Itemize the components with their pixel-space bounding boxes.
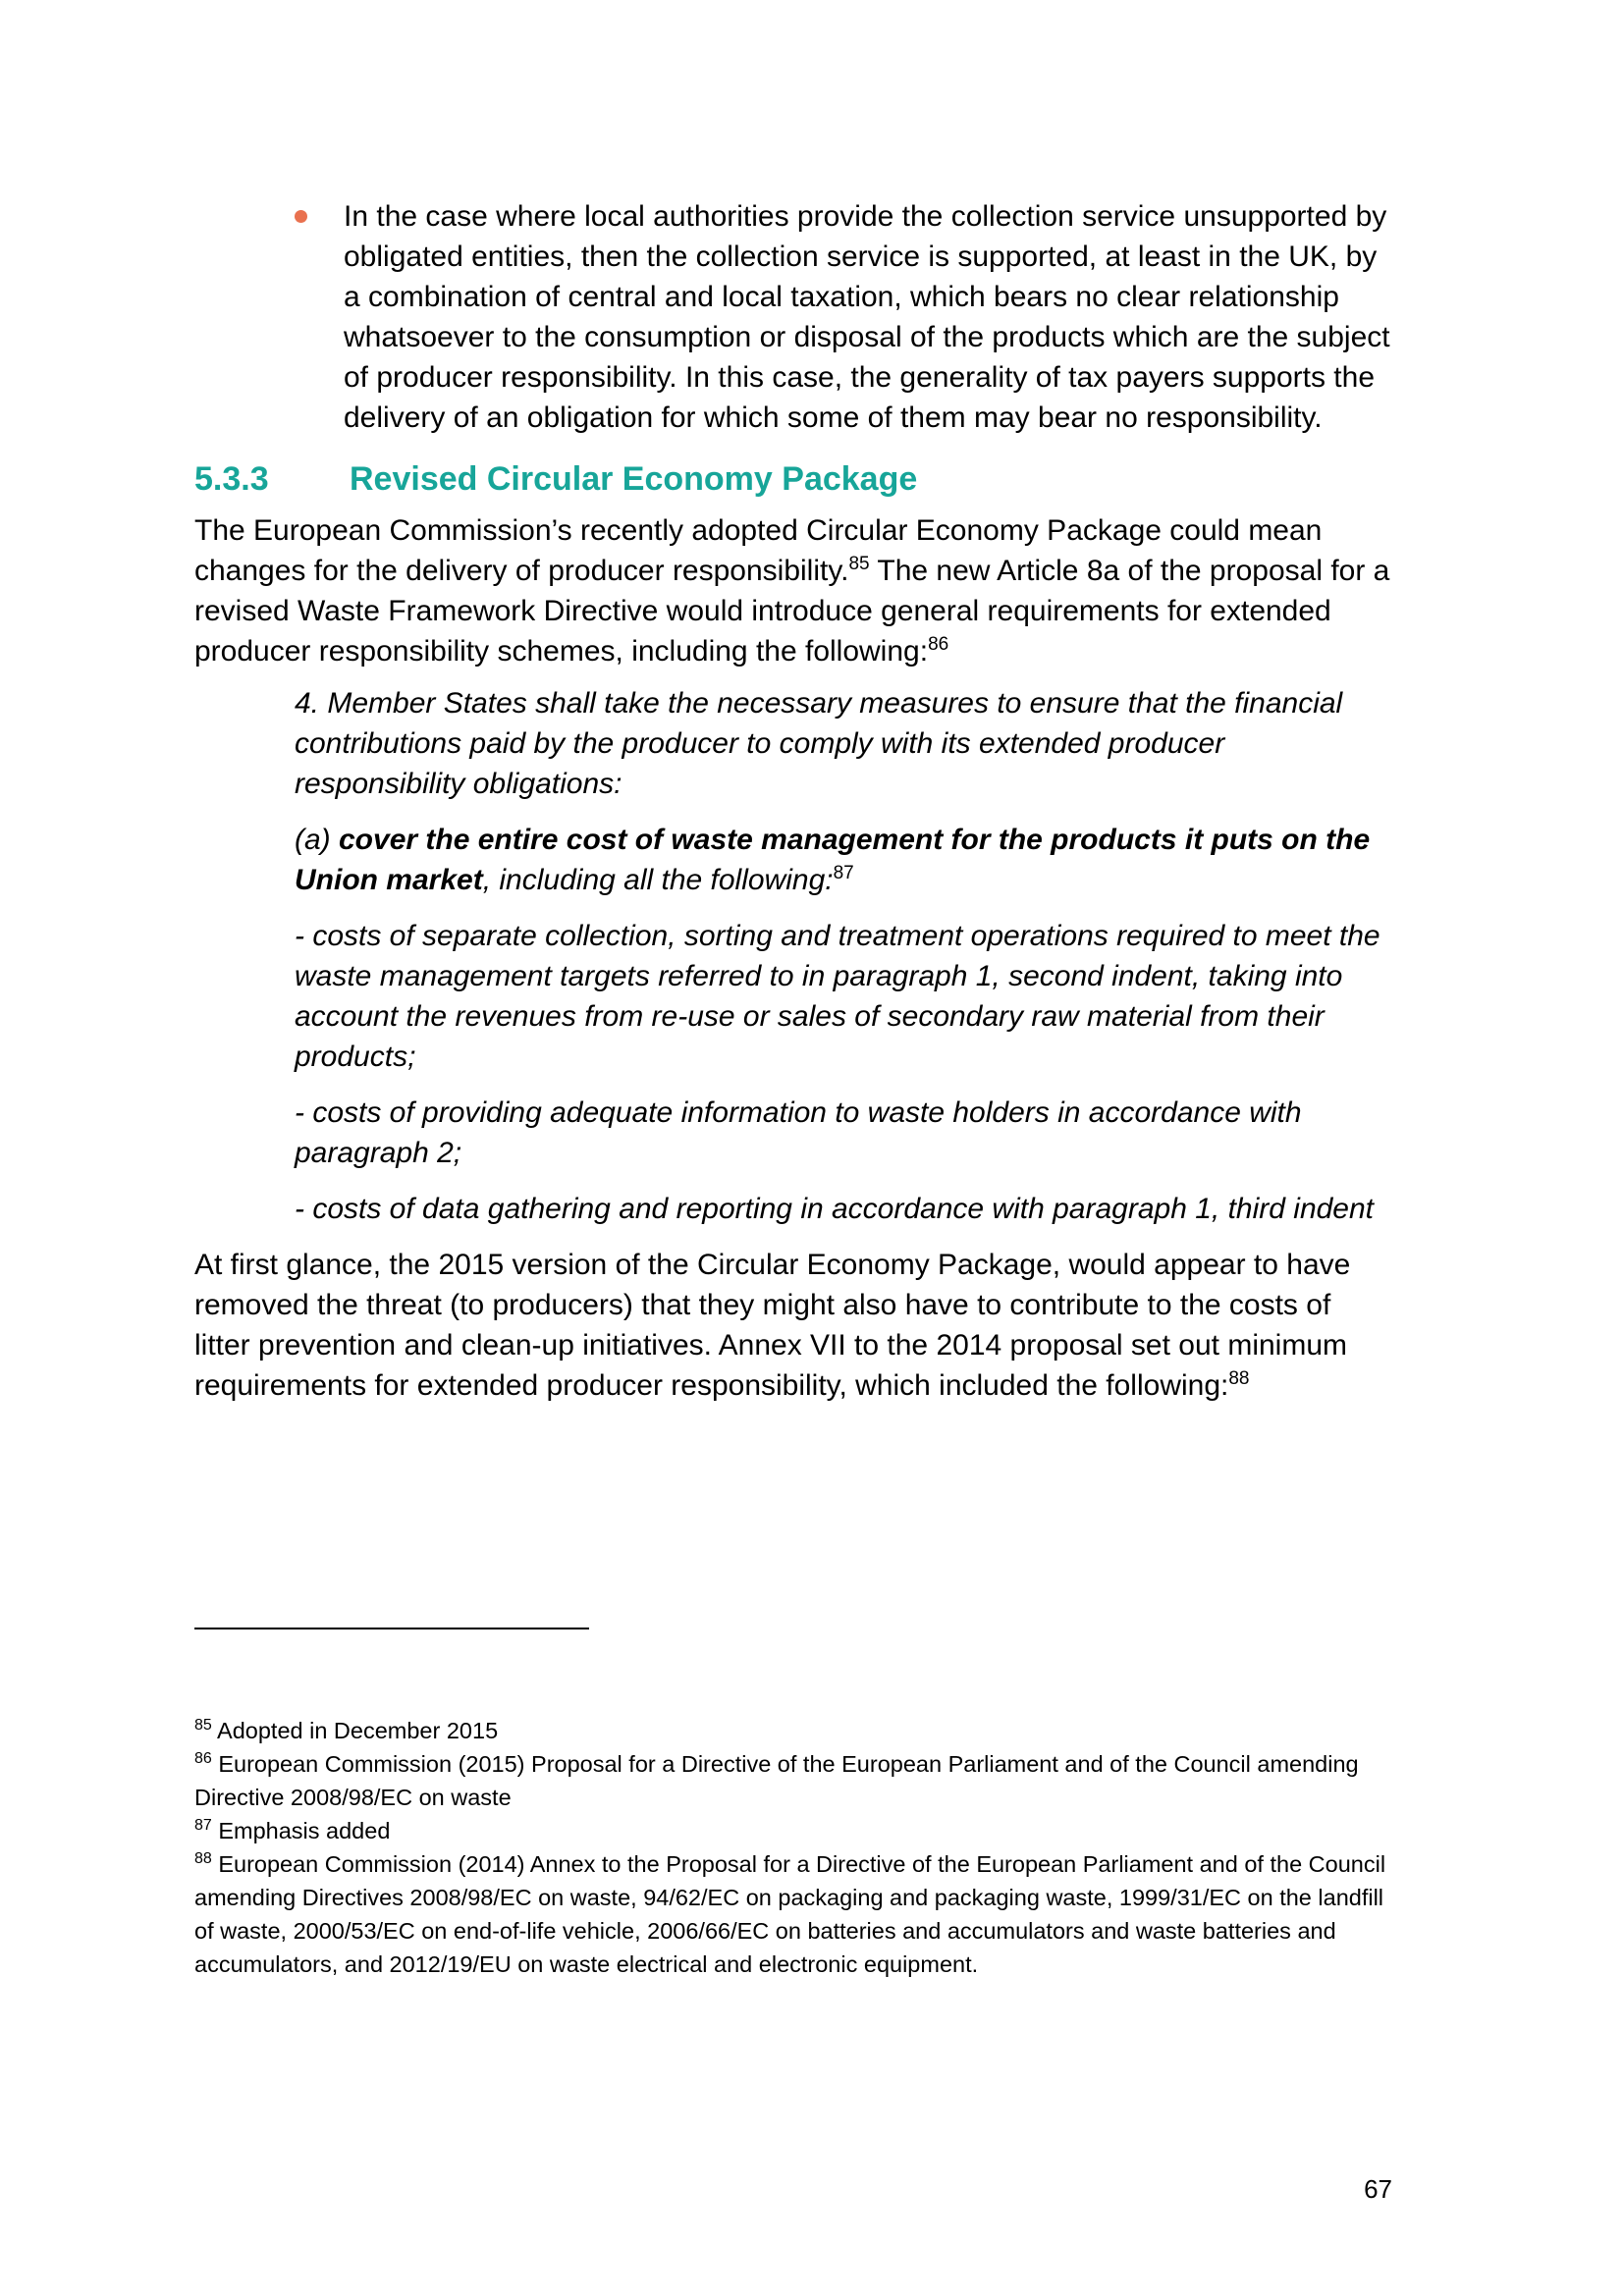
quote-prefix: (a) (295, 824, 339, 856)
quote-emphasis: cover the entire cost of waste management for the products it puts on the Union market (295, 824, 1371, 896)
footnote-86 (194, 1747, 1387, 1814)
page-number: 67 (1364, 2174, 1392, 2204)
footnote-number: 88 (194, 1850, 212, 1868)
footnote-text: Adopted in December 2015 (211, 1718, 499, 1743)
footnote-85 (194, 1714, 1387, 1747)
footnote-ref-87[interactable]: 87 (833, 863, 854, 883)
bullet-text: In the case where local authorities provide the collection service unsupported by obligated entities, then the collection service is supported, at least in the UK, by a combination of central and local taxation, which bears no clear relationship whatsoever to the consumption or disposal of the products which are the subject of producer responsibility. In this case, the generality of tax payers supports the delivery of an obligation for which some of them may bear no responsibility. (344, 200, 1390, 434)
quote-paragraph-4: - costs of providing adequate information to waste holders in accordance with paragraph 2; (295, 1096, 1302, 1169)
section-number: 5.3.3 (194, 460, 269, 498)
quote-rest: , including all the following: (482, 864, 834, 896)
intro-text-2: The new Article 8a of the proposal for a revised Waste Framework Directive would introduce general requirements for extended producer responsibility schemes, including the following: (194, 555, 1390, 667)
intro-paragraph (194, 510, 1392, 671)
footnote-ref-86[interactable]: 86 (928, 634, 949, 655)
footnote-text: European Commission (2015) Proposal for a Directive of the European Parliament and of the Council amending Directive 2008/98/EC on waste (194, 1751, 1359, 1810)
footnote-87 (194, 1814, 1387, 1847)
quote-paragraph-1: 4. Member States shall take the necessary measures to ensure that the financial contributions paid by the producer to comply with its extended producer responsibility obligations: (295, 687, 1343, 800)
footnote-88 (194, 1847, 1387, 1981)
block-quote (194, 683, 1392, 1229)
bullet-item (194, 196, 1392, 438)
footnote-ref-85[interactable]: 85 (848, 554, 870, 574)
footnote-text: Emphasis added (211, 1818, 391, 1843)
closing-text: At first glance, the 2015 version of the Circular Economy Package, would appear to have removed the threat (to producers) that they might also have to contribute to the costs of litter prevention and clean-up initiatives. Annex VII to the 2014 proposal set out minimum requirements for extended producer responsibility, which included the following: (194, 1249, 1351, 1402)
footnote-number: 85 (194, 1717, 212, 1735)
section-title: Revised Circular Economy Package (350, 460, 918, 498)
footnote-ref-88[interactable]: 88 (1228, 1368, 1250, 1389)
quote-paragraph-3: - costs of separate collection, sorting and treatment operations required to meet the waste management targets referred to in paragraph 1, second indent, taking into account the revenues from re-use or sales of secondary raw material from their products; (295, 920, 1380, 1073)
footnote-text: European Commission (2014) Annex to the Proposal for a Directive of the European Parliament and of the Council amending Directives 2008/98/EC on waste, 94/62/EC on packaging and packaging waste, 1999/31/EC on the landfill of waste, 2000/53/EC on end-of-life vehicle, 2006/66/EC on batteries and accumulators and waste batteries and accumulators, and 2012/19/EU on waste electrical and electronic equipment. (194, 1851, 1386, 1977)
page-body (194, 196, 1392, 1417)
section-heading (194, 457, 1392, 501)
quote-paragraph-5: - costs of data gathering and reporting in accordance with paragraph 1, third indent (295, 1193, 1375, 1225)
closing-paragraph (194, 1245, 1392, 1406)
footnotes (194, 1714, 1387, 1981)
intro-text-1: The European Commission’s recently adopted Circular Economy Package could mean changes for the delivery of producer responsibility. (194, 514, 1323, 587)
quote-paragraph-2 (295, 820, 1392, 900)
bullet-icon (295, 210, 307, 223)
footnote-number: 86 (194, 1750, 212, 1768)
footnote-number: 87 (194, 1817, 212, 1835)
footnote-divider (194, 1628, 589, 1629)
